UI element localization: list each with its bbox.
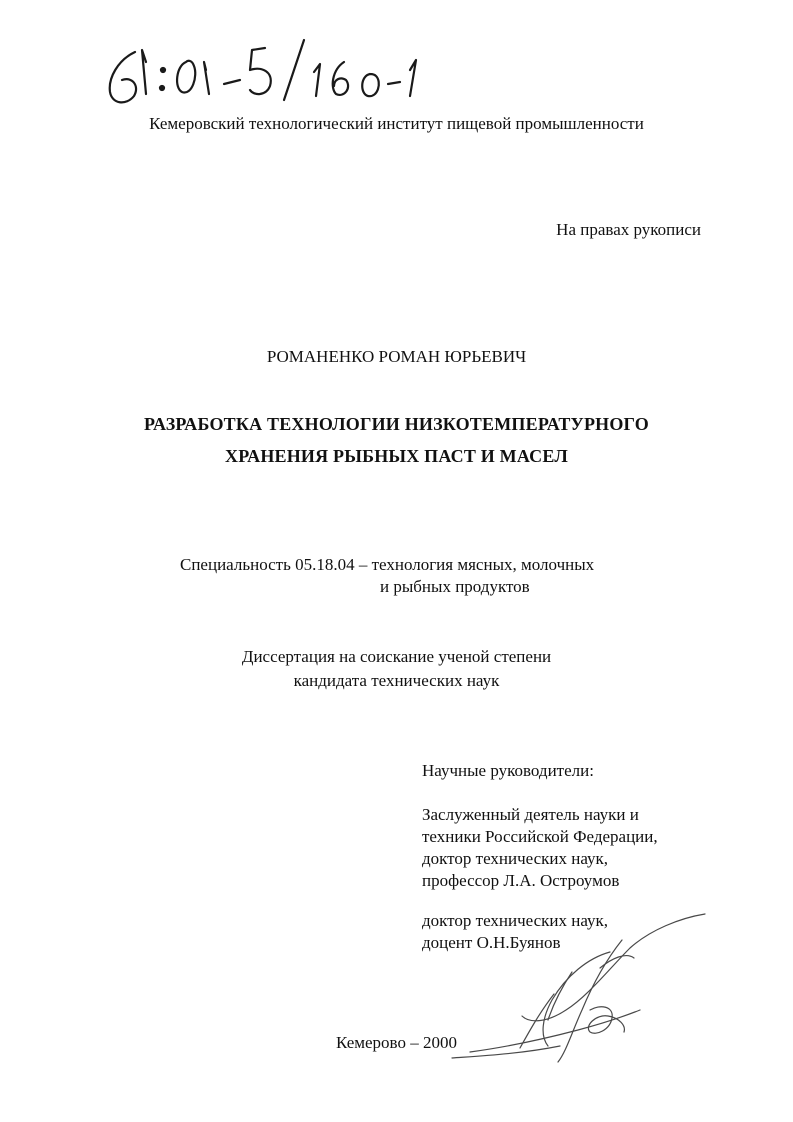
author-name: РОМАНЕНКО РОМАН ЮРЬЕВИЧ — [266, 347, 527, 366]
supervisor-1-line: техники Российской Федерации, — [422, 827, 658, 846]
supervisor-1-line: доктор технических наук, — [422, 849, 609, 868]
place-and-year: Кемерово – 2000 — [336, 1033, 457, 1052]
rights-note: На правах рукописи — [556, 220, 701, 239]
degree-line-2: кандидата технических наук — [293, 671, 500, 690]
supervisor-1-line: Заслуженный деятель науки и — [422, 805, 639, 824]
supervisor-1-line: профессор Л.А. Остроумов — [422, 871, 620, 890]
dissertation-title-line-2: ХРАНЕНИЯ РЫБНЫХ ПАСТ И МАСЕЛ — [225, 446, 568, 466]
specialty-line-1: Специальность 05.18.04 – технология мясных, молочных — [180, 555, 595, 574]
supervisor-2-line: доктор технических наук, — [422, 911, 609, 930]
institution-name: Кемеровский технологический институт пищевой промышленности — [149, 114, 644, 133]
supervisor-2-line: доцент О.Н.Буянов — [422, 933, 561, 952]
dissertation-title-line-1: РАЗРАБОТКА ТЕХНОЛОГИИ НИЗКОТЕМПЕРАТУРНОГО — [144, 414, 649, 434]
supervisors-heading: Научные руководители: — [422, 761, 594, 780]
degree-line-1: Диссертация на соискание ученой степени — [241, 647, 552, 666]
specialty-line-2: и рыбных продуктов — [380, 577, 530, 596]
